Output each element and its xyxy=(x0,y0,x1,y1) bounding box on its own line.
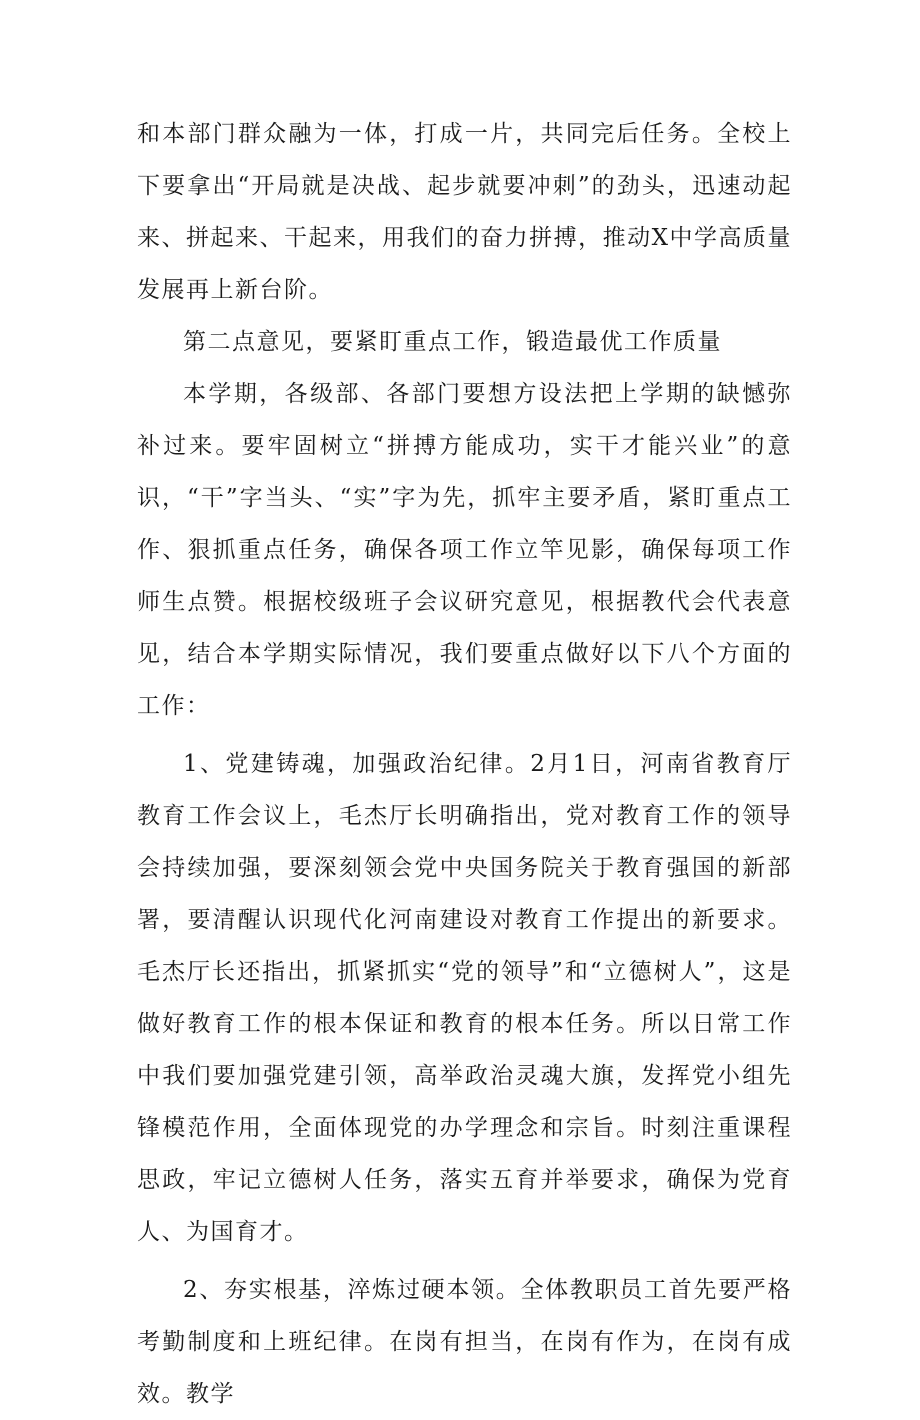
section-heading: 第二点意见，要紧盯重点工作，锻造最优工作质量 xyxy=(183,329,722,355)
paragraph-continuation: 和本部门群众融为一体，打成一片，共同完后任务。全校上下要拿出“开局就是决战、起步就要冲刺”的劲头，迅速动起来、拼起来、干起来，用我们的奋力拼搏，推动X中学高质量发展再上新台阶。 xyxy=(137,121,792,303)
paragraph-item-1: 1、党建铸魂，加强政治纪律。2月1日，河南省教育厅教育工作会议上，毛杰厅长明确指出，党对教育工作的领导会持续加强，要深刻领会党中央国务院关于教育强国的新部署，要清醒认识现代化河南建设对教育工作提出的新要求。毛杰厅长还指出，抓紧抓实“党的领导”和“立德树人”，这是做好教育工作的根本保证和教育的根本任务。所以日常工作中我们要加强党建引领，高举政治灵魂大旗，发挥党小组先锋模范作用，全面体现党的办学理念和宗旨。时刻注重课程思政，牢记立德树人任务，落实五育并举要求，确保为党育人、为国育才。 xyxy=(137,751,792,1245)
paragraph-intro: 本学期，各级部、各部门要想方设法把上学期的缺憾弥补过来。要牢固树立“拼搏方能成功，实干才能兴业”的意识，“干”字当头、“实”字为先，抓牢主要矛盾，紧盯重点工作、狠抓重点任务，确保各项工作立竿见影，确保每项工作师生点赞。根据校级班子会议研究意见，根据教代会代表意见，结合本学期实际情况，我们要重点做好以下八个方面的工作： xyxy=(137,381,792,719)
paragraph-item-2: 2、夯实根基，淬炼过硬本领。全体教职员工首先要严格考勤制度和上班纪律。在岗有担当，在岗有作为，在岗有成效。教学 xyxy=(137,1277,792,1407)
document-page xyxy=(137,108,792,1420)
